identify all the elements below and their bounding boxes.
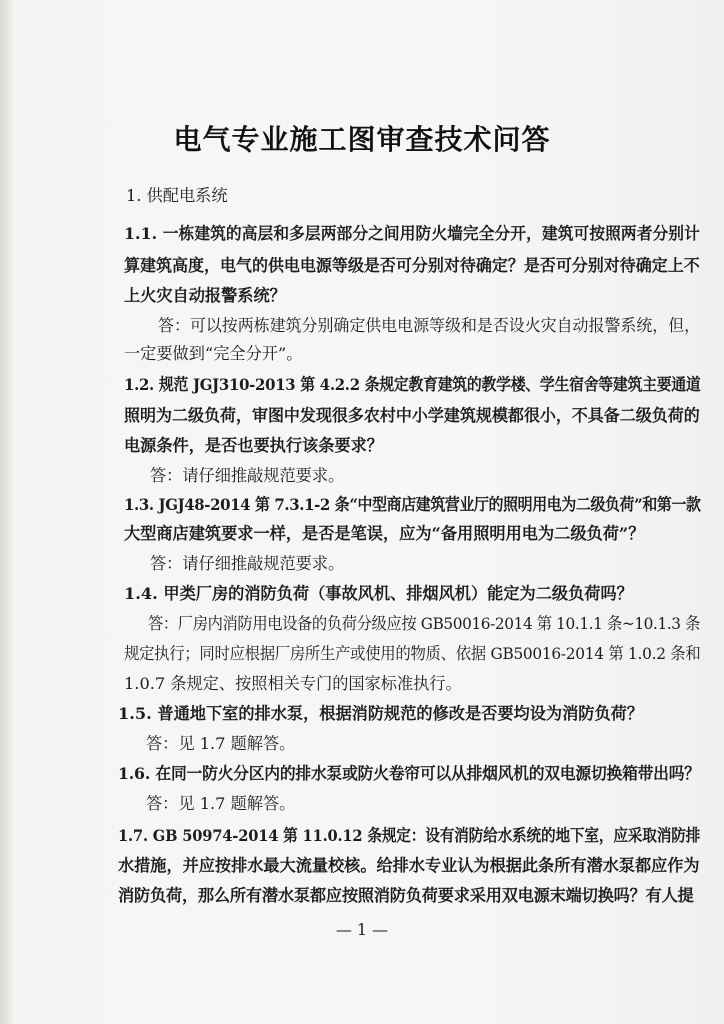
- q1-2-line-2: 照明为二级负荷，审图中发现很多农村中小学建筑规模都很小，不具备二级负荷的: [124, 406, 700, 425]
- q1-3-answer: 答：请仔细推敲规范要求。: [150, 554, 345, 573]
- q1-7-line-1: 1.7. GB 50974-2014 第 11.0.12 条规定：设有消防给水系统的地下室，应采取消防排: [118, 826, 701, 845]
- q1-1-line-3: 上火灾自动报警系统？: [124, 286, 286, 305]
- page-number: — 1 —: [335, 920, 389, 939]
- section-heading: 1. 供配电系统: [126, 186, 228, 205]
- document-title: 电气专业施工图审查技术问答: [173, 123, 551, 156]
- q1-6-line-1: 1.6. 在同一防火分区内的排水泵或防火卷帘可以从排烟风机的双电源切换箱带出吗？: [118, 764, 700, 783]
- q1-6-answer: 答：见 1.7 题解答。: [146, 794, 296, 813]
- q1-1-answer-line-1: 答：可以按两栋建筑分别确定供电电源等级和是否设火灾自动报警系统，但，: [158, 316, 701, 335]
- q1-3-line-2: 大型商店建筑要求一样，是否是笔误，应为“备用照明用电为二级负荷”？: [124, 524, 645, 543]
- q1-5-line-1: 1.5. 普通地下室的排水泵，根据消防规范的修改是否要均设为消防负荷？: [118, 704, 644, 723]
- q1-3-line-1: 1.3. JGJ48-2014 第 7.3.1-2 条“中型商店建筑营业厅的照明用电为二级负荷”和第一款: [124, 495, 701, 514]
- q1-2-line-3: 电源条件，是否也要执行该条要求？: [124, 436, 383, 455]
- q1-5-answer: 答：见 1.7 题解答。: [146, 734, 296, 753]
- q1-7-line-2: 水措施，并应按排水最大流量校核。给排水专业认为根据此条所有潜水泵都应作为: [118, 856, 700, 875]
- q1-2-answer: 答：请仔细推敲规范要求。: [150, 466, 345, 485]
- q1-4-answer-line-1: 答：厂房内消防用电设备的负荷分级应按 GB50016-2014 第 10.1.1 条~10.1.3 条: [148, 614, 701, 633]
- q1-4-answer-line-2: 规定执行；同时应根据厂房所生产或使用的物质、依据 GB50016-2014 第 1.0.2 条和: [124, 644, 701, 663]
- q1-1-line-2: 算建筑高度，电气的供电电源等级是否可分别对待确定？是否可分别对待确定上不: [124, 256, 700, 275]
- q1-1-line-1: 1.1. 一栋建筑的高层和多层两部分之间用防火墙完全分开，建筑可按照两者分别计: [124, 224, 700, 243]
- q1-4-answer-line-3: 1.0.7 条规定、按照相关专门的国家标准执行。: [124, 674, 462, 693]
- q1-1-answer-line-2: 一定要做到“完全分开”。: [124, 344, 303, 363]
- q1-2-line-1: 1.2. 规范 JGJ310-2013 第 4.2.2 条规定教育建筑的教学楼、学生宿舍等建筑主要通道: [124, 375, 701, 394]
- q1-7-line-3: 消防负荷，那么所有潜水泵都应按照消防负荷要求采用双电源末端切换吗？有人提: [118, 886, 694, 905]
- q1-4-line-1: 1.4. 甲类厂房的消防负荷（事故风机、排烟风机）能定为二级负荷吗？: [124, 584, 633, 603]
